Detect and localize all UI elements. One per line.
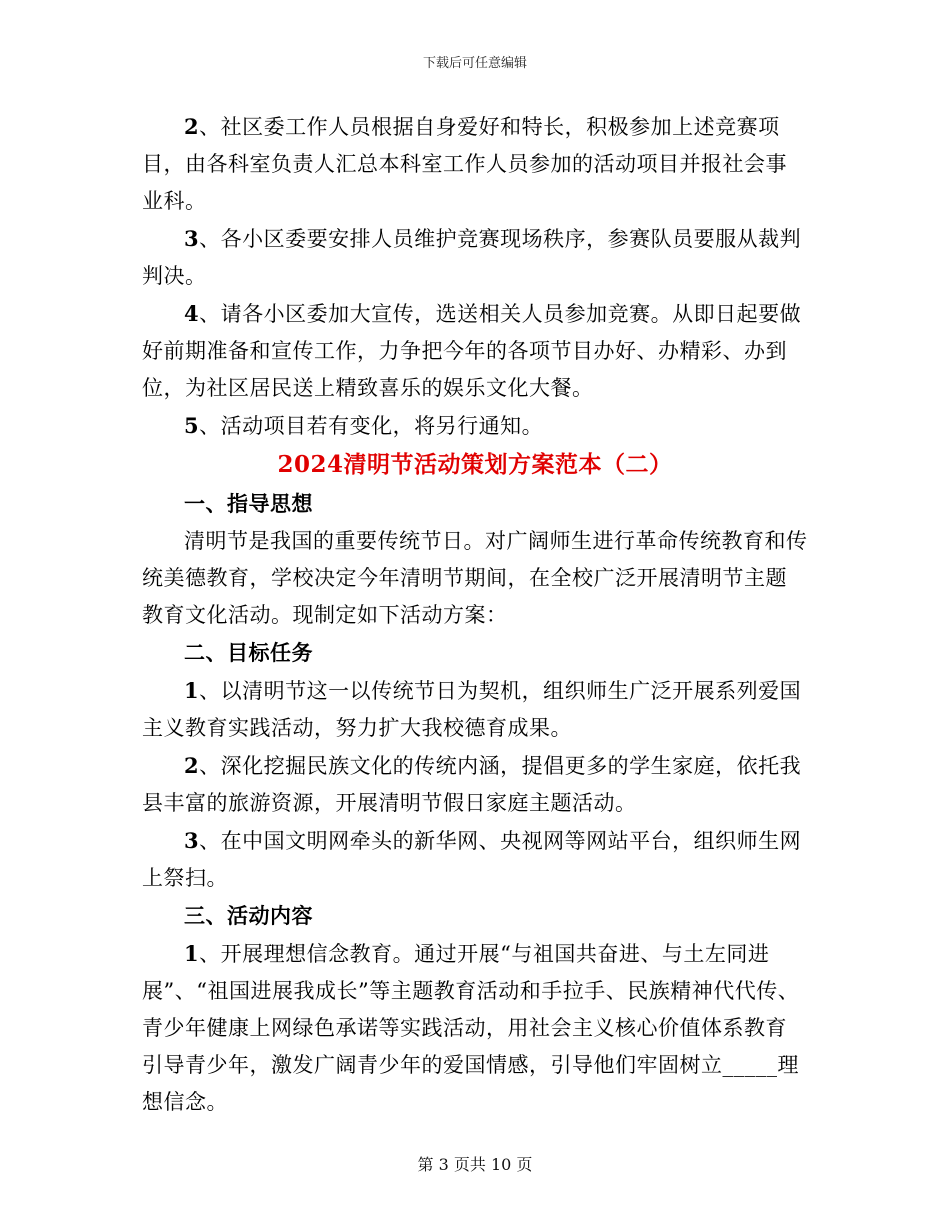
item-number: 3 <box>184 226 200 251</box>
item-number: 1 <box>184 678 200 703</box>
paragraph-text: 、请各小区委加大宣传，选送相关人员参加竞赛。从即日起要做好前期准备和宣传工作，力争把今年的各项节目办好、办精彩、办到位，为社区居民送上精致喜乐的娱乐文化大餐。 <box>142 302 802 400</box>
paragraph-text: 、开展理想信念教育。通过开展“与祖国共奋进、与土左同进展”、“祖国进展我成长”等主题教育活动和手拉手、民族精神代代传、青少年健康上网绿色承诺等实践活动，用社会主义核心价值体系教育引导青少年，激发广阔青少年的爱国情感，引导他们牢固树立_____理想信念。 <box>142 942 800 1114</box>
item-number: 2 <box>184 753 200 778</box>
item-number: 2 <box>184 114 200 139</box>
section-heading-activities: 三、活动内容 <box>184 903 313 928</box>
page-footer: 第 3 页共 10 页 <box>417 1155 533 1174</box>
paragraph-text: 、社区委工作人员根据自身爱好和特长，积极参加上述竞赛项目，由各科室负责人汇总本科室工作人员参加的活动项目并报社会事业科。 <box>142 115 787 213</box>
paragraph-item-5 <box>142 407 808 445</box>
paragraph-goal-3 <box>142 822 808 897</box>
document-title: 2024清明节活动策划方案范本（二） <box>277 451 673 478</box>
paragraph-item-3 <box>142 220 808 295</box>
paragraph-item-2 <box>142 108 808 220</box>
document-body <box>142 108 808 1121</box>
paragraph-guiding-ideology <box>142 523 808 634</box>
paragraph-text: 、活动项目若有变化，将另行通知。 <box>199 414 544 438</box>
paragraph-goal-2 <box>142 747 808 822</box>
paragraph-activity-1 <box>142 935 808 1121</box>
item-number: 4 <box>184 301 200 326</box>
page-header: 下载后可任意编辑 <box>422 56 527 71</box>
paragraph-text: 、在中国文明网牵头的新华网、央视网等网站平台，组织师生网上祭扫。 <box>142 829 802 890</box>
paragraph-text: 、以清明节这一以传统节日为契机，组织师生广泛开展系列爱国主义教育实践活动，努力扩大我校德育成果。 <box>142 679 802 740</box>
item-number: 3 <box>184 828 200 853</box>
paragraph-text: 、深化挖掘民族文化的传统内涵，提倡更多的学生家庭，依托我县丰富的旅游资源，开展清明节假日家庭主题活动。 <box>142 754 802 815</box>
section-heading-guiding-ideology: 一、指导思想 <box>184 491 313 516</box>
item-number: 5 <box>184 413 200 438</box>
item-number: 1 <box>184 941 200 966</box>
paragraph-text: 、各小区委要安排人员维护竞赛现场秩序，参赛队员要服从裁判判决。 <box>142 227 802 288</box>
paragraph-item-4 <box>142 295 808 407</box>
section-heading-goals: 二、目标任务 <box>184 640 313 665</box>
paragraph-text: 清明节是我国的重要传统节日。对广阔师生进行革命传统教育和传统美德教育，学校决定今年清明节期间，在全校广泛开展清明节主题教育文化活动。现制定如下活动方案： <box>142 529 808 627</box>
paragraph-goal-1 <box>142 672 808 747</box>
